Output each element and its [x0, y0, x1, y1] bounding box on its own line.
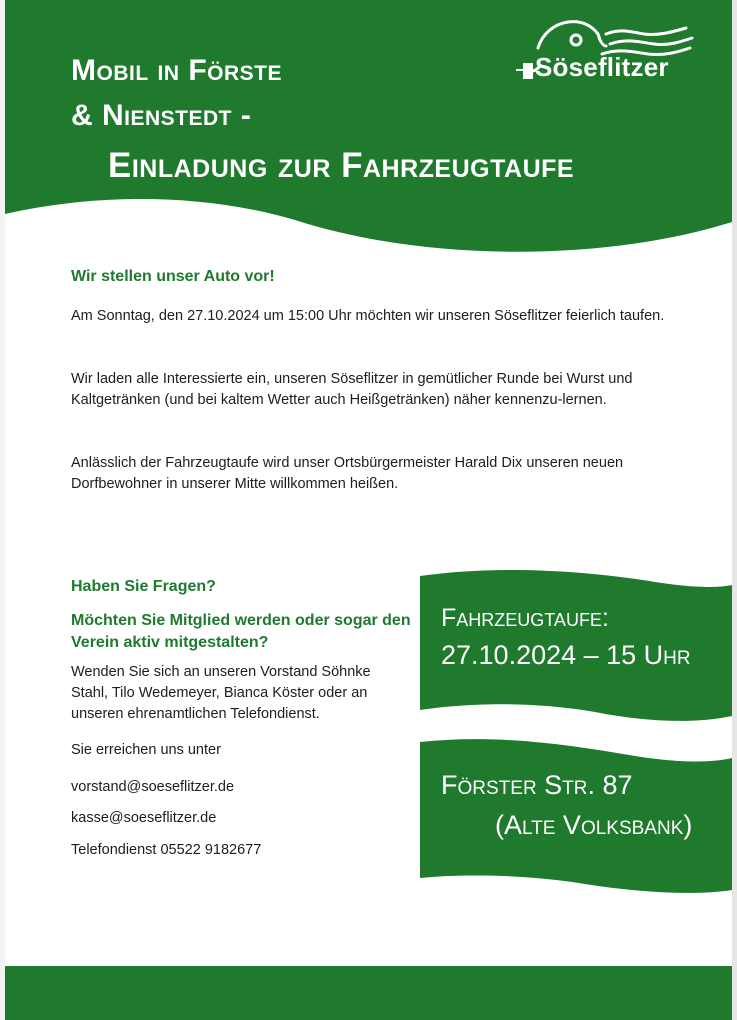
email-vorstand-link[interactable]: vorstand@soeseflitzer.de [71, 779, 235, 795]
contact-text: Wenden Sie sich an unseren Vorstand Söhnke Stahl, Tilo Wedemeyer, Bianca Köster oder an unseren ehrenamtlichen Telefondienst. [71, 664, 371, 722]
reach-text: Sie erreichen uns unter [71, 742, 221, 758]
intro-paragraph-3: Anlässlich der Fahrzeugtaufe wird unser Ortsbürgermeister Harald Dix unseren neuen Dorfbewohner in unserer Mitte willkommen heißen. [71, 455, 624, 492]
logo-wordmark: Söseflitzer [535, 52, 669, 82]
questions-heading: Haben Sie Fragen? [71, 578, 216, 595]
intro-heading: Wir stellen unser Auto vor! [71, 268, 275, 285]
page-edge [732, 0, 737, 1020]
location-building: (Alte Volksbank) [495, 810, 693, 840]
location-street: Förster Str. 87 [441, 770, 633, 800]
event-box-label: Fahrzeugtaufe: [441, 604, 609, 632]
title-line-2: & Nienstedt - [71, 99, 252, 132]
title-line-1: Mobil in Förste [71, 54, 282, 87]
title-line-3: Einladung zur Fahrzeugtaufe [108, 146, 575, 185]
flyer-page [5, 0, 732, 1020]
intro-paragraph-2: Wir laden alle Interessierte ein, unseren Söseflitzer in gemütlicher Runde bei Wurst und Kaltgetränken (und bei kaltem Wetter auch Heißgetränken) näher kennenzu-lernen. [71, 371, 633, 408]
intro-paragraph-1: Am Sonntag, den 27.10.2024 um 15:00 Uhr möchten wir unseren Söseflitzer feierlich taufen. [71, 308, 665, 324]
email-kasse-link[interactable]: kasse@soeseflitzer.de [71, 810, 217, 826]
footer-bar [5, 966, 732, 1020]
event-box-datetime: 27.10.2024 – 15 Uhr [441, 640, 691, 670]
membership-heading: Möchten Sie Mitglied werden oder sogar den Verein aktiv mitgestalten? [71, 612, 411, 651]
phone-number: Telefondienst 05522 9182677 [71, 842, 262, 858]
